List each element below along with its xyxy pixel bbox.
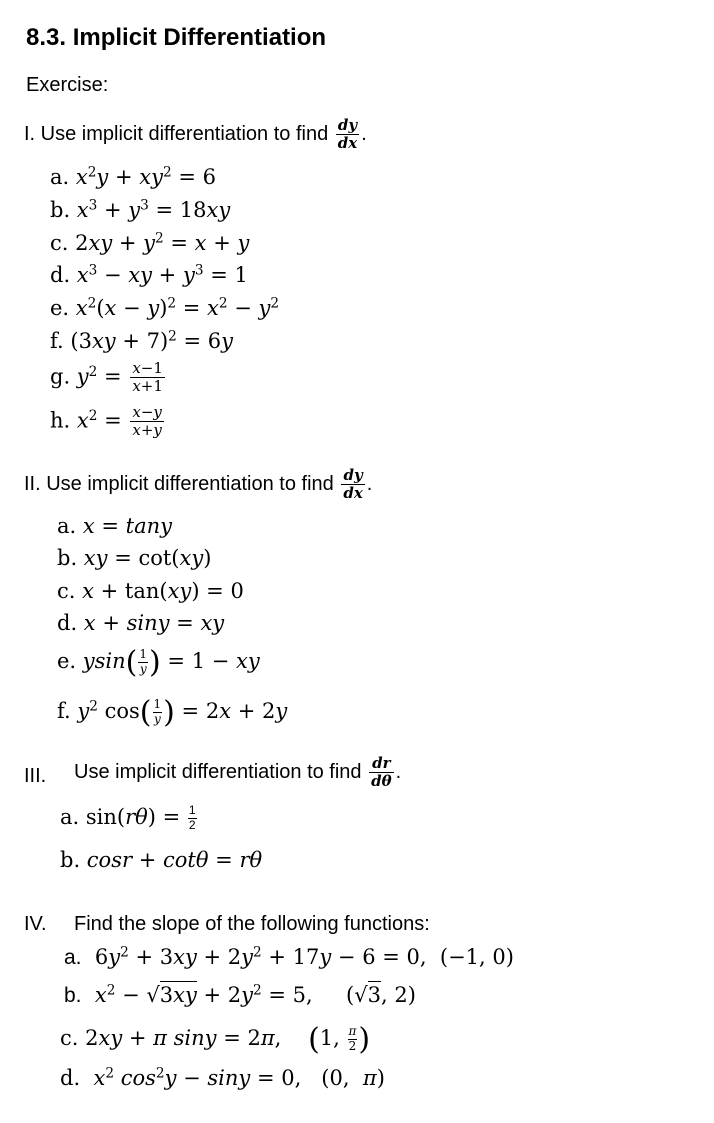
s1-item-b: b. $x^3 + y^3 = 18xy$ (50, 197, 231, 222)
section-3-derivative: $\frac{dr}{d\theta}$ (371, 754, 392, 791)
exercise-label: Exercise: (26, 74, 109, 96)
section-3-heading-text: Use implicit differentiation to find (74, 761, 362, 784)
section-2-heading-text: II. Use implicit differentiation to find (24, 473, 334, 496)
fraction: $\frac{1}{y}$ (153, 697, 162, 726)
s1-item-e: e. $x^2(x - y)^2 = x^2 - y^2$ (50, 295, 280, 320)
section-4-numeral: IV. (24, 913, 47, 935)
fraction: $\frac{1}{y}$ (139, 647, 148, 676)
section-3-numeral: III. (24, 765, 47, 787)
s1-item-a: a. $x^2y + xy^2 = 6$ (50, 164, 216, 189)
s1-item-h: h. $x^2$ = $\frac{x-y}{x+y}$ (50, 403, 162, 440)
s4-item-c: c. 2xy + π siny = 2π, (1, $\frac{\pi}{2}$ ) (60, 1022, 371, 1057)
s2-item-e: e. ysin( $\frac{1}{y}$ ) = 1 − xy (57, 645, 260, 680)
s4-item-b: b. $x^2 - √3xy + 2y^2 = 5$, (√3, 2) (64, 982, 416, 1007)
s2-item-b: b. xy = cot(xy) (57, 546, 212, 570)
s4-item-a: a. $6y^2 + 3xy + 2y^2 + 17y - 6 = 0$, (−1, 0) (64, 944, 514, 969)
s1-item-d: d. $x^3$ − xy + $y^3 = 1$ (50, 262, 248, 287)
fraction: $\frac{1}{2}$ (188, 803, 196, 832)
s4-item-d: d. $x^2$ $\cos^2y - \sin y = 0$, (0, π) (60, 1065, 385, 1090)
section-2-derivative: $\frac{dy}{dx}$ (343, 466, 363, 503)
section-1-heading: I. Use implicit differentiation to find $\frac{dy}{dx}$ . (24, 116, 367, 153)
section-1-derivative: $\frac{dy}{dx}$ (337, 116, 358, 153)
fraction: $\frac{\pi}{2}$ (348, 1024, 357, 1053)
s2-item-a: a. x = tany (57, 514, 173, 538)
s3-item-a: a. sin(rθ) = $\frac{1}{2}$ (60, 803, 196, 832)
s2-item-c: c. x + tan(xy) = 0 (57, 579, 244, 603)
section-4-heading: Find the slope of the following functions: (74, 913, 430, 935)
section-2-heading: II. Use implicit differentiation to find $\frac{dy}{dx}$ . (24, 466, 373, 503)
s1-item-f: f. $(3xy + 7)^2 = 6y$ (50, 328, 234, 353)
s1-item-g: g. $y^2$ = $\frac{x-1}{x+1}$ (50, 359, 163, 396)
s1-item-c: c. $2xy + y^2 = x + y$ (50, 230, 250, 255)
fraction: $\frac{x-1}{x+1}$ (132, 359, 163, 396)
s2-item-d: d. x + siny = xy (57, 611, 225, 635)
page-title: 8.3. Implicit Differentiation (26, 24, 327, 51)
section-3-heading: Use implicit differentiation to find $\frac{dr}{d\theta}$ . (74, 754, 402, 791)
s2-item-f: f. $y^2$ cos( $\frac{1}{y}$ ) = 2x + 2y (57, 695, 288, 730)
s3-item-b: b. cosr + cotθ = rθ (60, 848, 263, 872)
fraction: $\frac{x-y}{x+y}$ (132, 403, 162, 440)
section-1-heading-text: I. Use implicit differentiation to find (24, 123, 329, 146)
